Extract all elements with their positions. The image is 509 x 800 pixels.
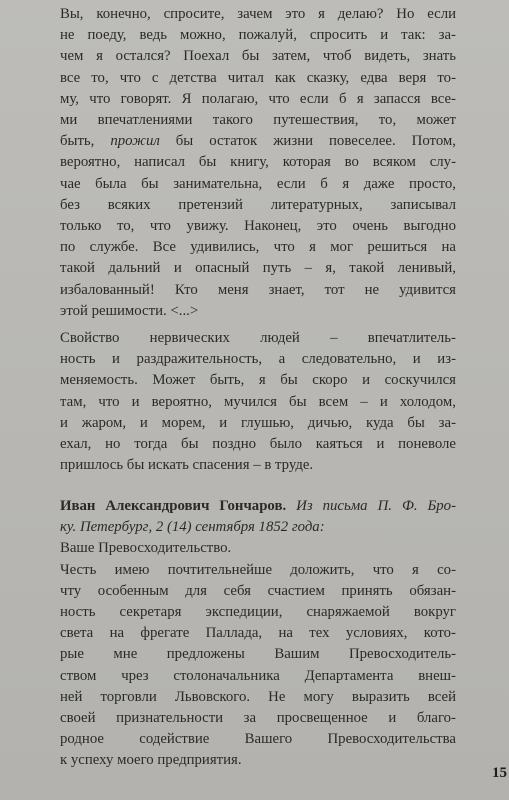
text-line: к успеху моего предприятия. <box>60 752 242 769</box>
text-line: такой дальний и опасный путь – я, такой ленивый, <box>60 260 456 277</box>
text-line: все то, что с детства читал как сказку, едва веря то- <box>60 69 456 86</box>
text-line: ми впечатлениями такого путешествия, то, может <box>60 112 456 129</box>
text-line: чае была бы занимательна, если б я даже просто, <box>60 175 456 192</box>
text-line: ством чрез столоначальника Департамента внеш- <box>60 667 456 684</box>
text-line: только то, что увижу. Наконец, это очень выгодно <box>60 218 456 235</box>
text-line: и жаром, и морем, и глушью, дичью, куда бы за- <box>60 414 456 431</box>
text-line: по службе. Все удивились, что я мог решиться на <box>60 239 456 256</box>
text-line: чем я остался? Поехал бы затем, чтоб видеть, знать <box>60 48 456 65</box>
text-line: вероятно, написал бы книгу, которая во всяком слу- <box>60 154 456 171</box>
text-line: Честь имею почтительнейше доложить, что я со- <box>60 561 456 578</box>
letter-source: Из письма П. Ф. Бро- <box>296 498 457 514</box>
text-line: родное содействие Вашего Превосходительства <box>60 731 456 748</box>
text-line: там, что и вероятно, мучился бы всем – и холодом, <box>60 393 456 410</box>
text-line: без всяких претензий литературных, записывал <box>60 196 456 213</box>
text-line: света на фрегате Паллада, на тех условиях, кото- <box>60 625 456 642</box>
text-line: меняемость. Может быть, я бы скоро и соскучился <box>60 372 456 389</box>
letter-greeting: Ваше Превосходительство. <box>60 540 232 557</box>
text-line: ность и раздражительность, а следовательно, и из- <box>60 351 456 368</box>
text-line: Вы, конечно, спросите, зачем это я делаю? Но если <box>60 6 456 22</box>
text-line-italic: быть, прожил бы остаток жизни повеселее. Потом, <box>60 133 456 150</box>
text-line: пришлось бы искать спасения – в труде. <box>60 457 314 474</box>
letter-heading <box>60 496 456 517</box>
page-number: 15 <box>492 765 507 781</box>
text-line: не поеду, ведь можно, пожалуй, спросить и так: за- <box>60 27 456 44</box>
paragraph-1 <box>60 4 456 322</box>
text-line: рые мне предложены Вашим Превосходитель- <box>60 646 456 663</box>
text-line: ность секретаря экспедиции, снаряжаемой вокруг <box>60 604 456 621</box>
italic-word: прожил <box>110 133 160 150</box>
letter-excerpt <box>60 496 456 772</box>
text-line: ней торговли Львовского. Не могу выразить всей <box>60 688 456 705</box>
text-line: своей признательности за просвещенное и благо- <box>60 710 456 727</box>
text-line: ехал, но тогда бы поздно было каяться и поневоле <box>60 436 456 453</box>
text-line: чту особенным для себя счастием принять обязан- <box>60 582 456 599</box>
text-line: Свойство нервических людей – впечатлитель- <box>60 330 456 346</box>
text-line: му, что говорят. Я полагаю, что если б я запасся все- <box>60 90 456 107</box>
author-name: Иван Александрович Гончаров. <box>60 498 287 514</box>
text-line: этой решимости. <...> <box>60 302 199 319</box>
text-line: избалованный! Кто меня знает, тот не удивится <box>60 281 456 298</box>
paragraph-2 <box>60 328 456 476</box>
letter-source-continued: ку. Петербург, 2 (14) сентября 1852 года: <box>60 519 325 536</box>
